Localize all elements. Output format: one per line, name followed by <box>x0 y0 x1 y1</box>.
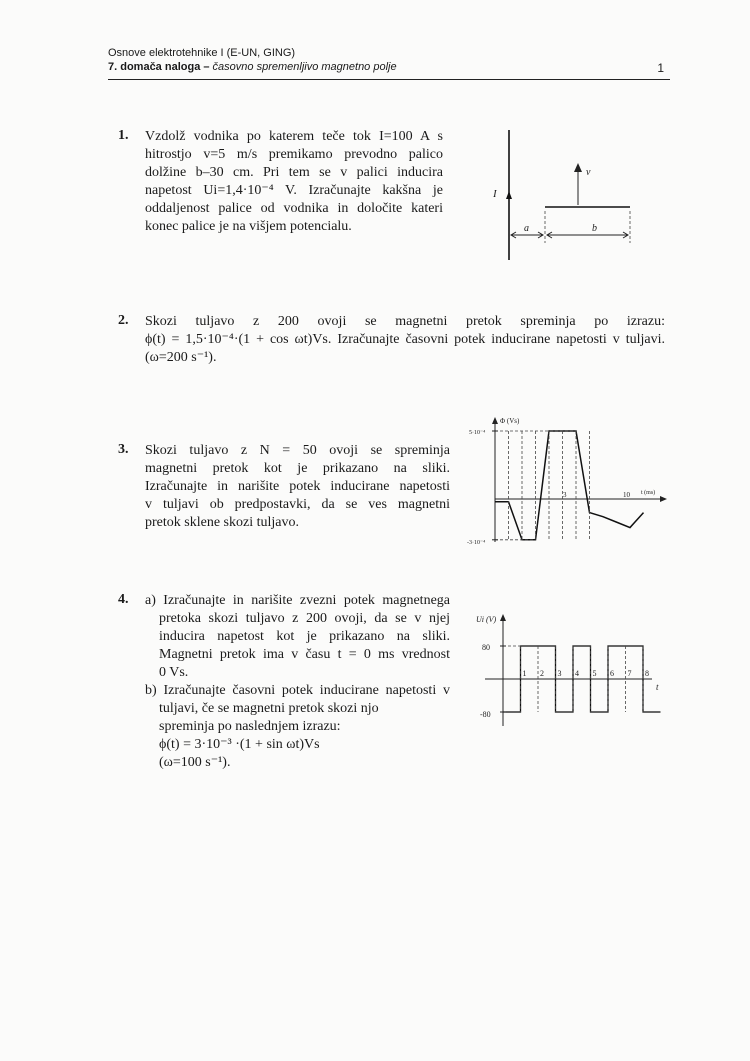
problem-3-line: Skozi tuljavo z N = 50 ovoji se spreminja <box>145 443 450 458</box>
problem-4-number: 4. <box>118 592 129 607</box>
assignment-title <box>108 60 668 74</box>
problem-1-line: dolžine b–30 cm. Pri tem se v palici inducira <box>145 165 443 180</box>
voltage-chart-xtick: 5 <box>592 669 597 678</box>
problem-3-line: v tuljavi ob predpostavki, da se ves magnetni <box>145 497 450 512</box>
problem-2-number: 2. <box>118 313 129 328</box>
header-rule <box>108 79 670 80</box>
voltage-chart-ytick: -80 <box>480 710 491 719</box>
problem-3-line: pretok sklene skozi tuljavo. <box>145 515 299 530</box>
problem-2-line: ϕ(t) = 1,5·10⁻⁴·(1 + cos ωt)Vs. Izračunajte časovni potek inducirane napetosti v tuljavi. <box>145 332 665 347</box>
problem-1-text <box>145 128 443 236</box>
problem-4a-line: Magnetni pretok ima v času t = 0 ms vrednost <box>159 647 450 662</box>
voltage-chart-xtick: 2 <box>540 669 544 678</box>
assignment-label: 7. domača naloga – <box>108 61 210 73</box>
problem-4a-line: a) Izračunajte in narišite zvezni potek magnetnega <box>145 593 450 608</box>
problem-3-line: Izračunajte in narišite potek inducirane napetosti <box>145 479 450 494</box>
problem-4b-line: ϕ(t) = 3·10⁻³ ·(1 + sin ωt)Vs <box>159 737 320 752</box>
problem-2-text <box>145 313 665 367</box>
page-number: 1 <box>657 61 664 75</box>
page-header <box>108 46 668 74</box>
flux-chart-xlabel: t (ms) <box>641 490 656 496</box>
problem-3-number: 3. <box>118 442 129 457</box>
voltage-chart-xtick: 6 <box>610 669 614 678</box>
problem-3-line: magnetni pretok kot je prikazano na sliki. <box>145 461 450 476</box>
voltage-chart-y-arrow <box>500 614 506 621</box>
voltage-chart-xtick: 7 <box>627 669 632 678</box>
problem-4a-line: pretoka skozi tuljavo z 200 ovoji, da se v njej <box>159 611 450 626</box>
flux-chart-xtick: 10 <box>623 491 630 499</box>
current-label: I <box>493 188 497 200</box>
voltage-chart <box>470 608 680 733</box>
problem-1-line: Vzdolž vodnika po katerem teče tok I=100 A s <box>145 129 443 144</box>
problem-1-number: 1. <box>118 128 129 143</box>
flux-chart-ytick: -3·10⁻⁴ <box>467 540 486 546</box>
course-title: Osnove elektrotehnike I (E-UN, GING) <box>108 47 296 59</box>
velocity-label: v <box>586 167 591 178</box>
problem-4a-line: 0 Vs. <box>159 665 189 680</box>
flux-chart-ytick: 5·10⁻⁴ <box>469 430 486 436</box>
problem-4b-line: spreminja po naslednjem izrazu: <box>159 719 341 734</box>
flux-chart <box>455 412 675 552</box>
voltage-chart-ytick: 80 <box>482 643 490 652</box>
problem-1-line: hitrostjo v=5 m/s premikamo prevodno palico <box>145 147 443 162</box>
a-label: a <box>524 223 529 234</box>
voltage-chart-xtick: 3 <box>557 669 562 678</box>
problem-2-line: (ω=200 s⁻¹). <box>145 350 217 365</box>
assignment-topic: časovno spremenljivo magnetno polje <box>212 61 397 73</box>
flux-chart-x-arrow <box>660 496 667 502</box>
voltage-chart-ylabel: Ui (V) <box>476 615 497 624</box>
problem-4b-line: tuljavi, če se magnetni pretok skozi njo <box>159 701 379 716</box>
voltage-chart-xlabel: t <box>656 682 659 692</box>
flux-series-line <box>495 431 644 540</box>
flux-chart-ylabel: Φ (Vs) <box>500 417 520 425</box>
voltage-chart-xtick: 4 <box>575 669 579 678</box>
problem-1-line: napetost Ui=1,4·10⁻⁴ V. Izračunajte kakšna je <box>145 183 443 198</box>
flux-chart-xtick: 3 <box>563 491 567 499</box>
problem-4b-line: b) Izračunajte časovni potek inducirane napetosti v <box>145 683 450 698</box>
flux-chart-y-arrow <box>492 417 498 424</box>
problem-1-line: oddaljenost palice od vodnika in določite kateri <box>145 201 443 216</box>
problem-4b-line: (ω=100 s⁻¹). <box>159 755 231 770</box>
problem-3-text <box>145 442 450 532</box>
problem-1-line: konec palice je na višjem potencialu. <box>145 219 352 234</box>
problem-1-figure <box>480 125 650 265</box>
voltage-chart-xtick: 8 <box>645 669 649 678</box>
voltage-chart-xtick: 1 <box>522 669 527 678</box>
current-arrow <box>506 191 512 199</box>
problem-4-text <box>145 592 450 772</box>
problem-2-line: Skozi tuljavo z 200 ovoji se magnetni pretok spreminja po izrazu: <box>145 314 665 329</box>
problem-4a-line: inducira napetost kot je prikazano na sliki. <box>159 629 450 644</box>
velocity-arrowhead <box>574 163 582 172</box>
b-label: b <box>592 223 597 234</box>
